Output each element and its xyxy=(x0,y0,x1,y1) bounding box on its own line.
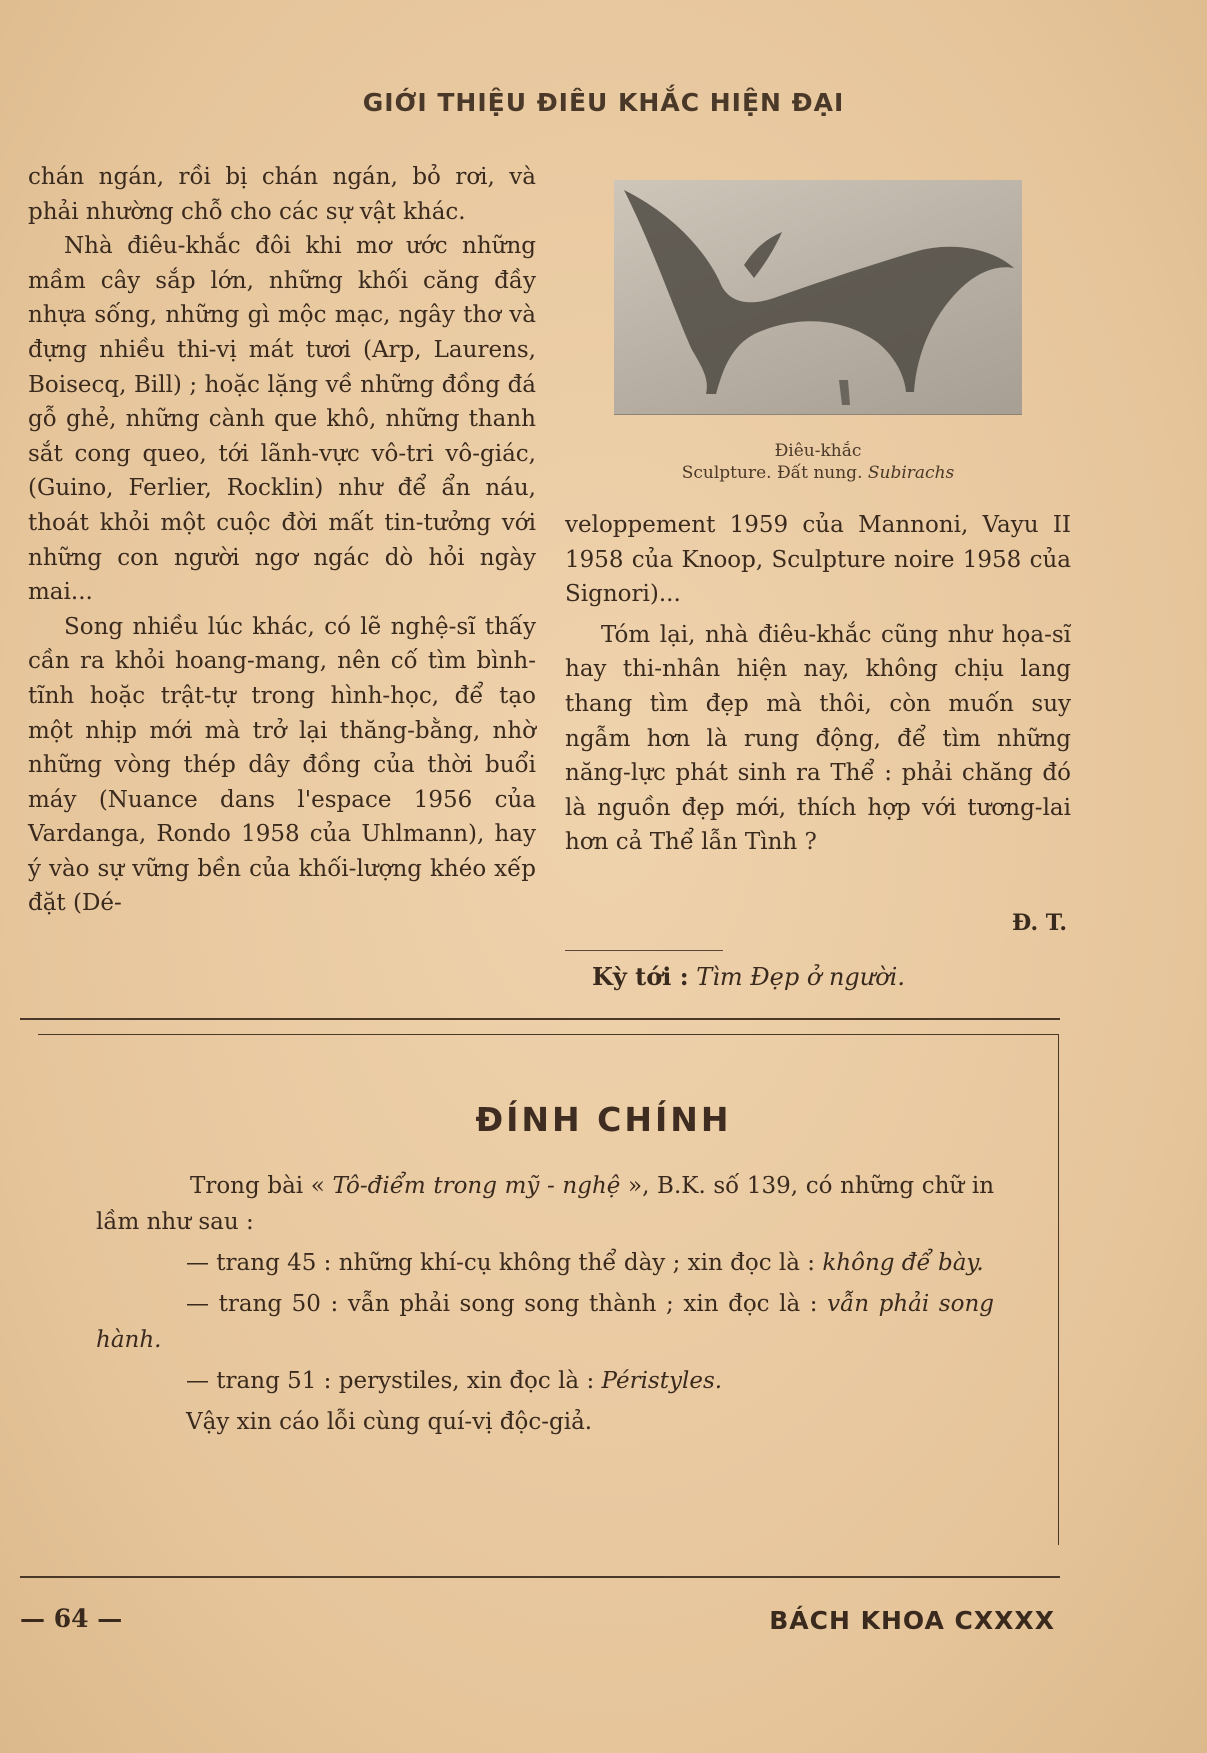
caption-line-1: Điêu-khắc xyxy=(774,441,862,461)
right-column xyxy=(565,508,1071,860)
figure-caption xyxy=(565,440,1071,484)
errata-item xyxy=(96,1286,994,1358)
left-column xyxy=(28,160,536,921)
right-paragraph-1: veloppement 1959 của Mannoni, Vayu II 1958 của Knoop, Sculpture noire 1958 của Signori)... xyxy=(565,512,1071,608)
errata-body xyxy=(96,1168,994,1445)
left-paragraph-1: chán ngán, rồi bị chán ngán, bỏ rơi, và phải nhường chỗ cho các sự vật khác. xyxy=(28,164,536,225)
errata-item-text: — trang 45 : những khí-cụ không thể dày ; xin đọc là : xyxy=(186,1250,816,1276)
divider-rule xyxy=(565,950,723,951)
sculpture-image xyxy=(614,180,1022,414)
errata-item-fix: Péristyles. xyxy=(601,1368,723,1394)
left-paragraph-3: Song nhiều lúc khác, có lẽ nghệ-sĩ thấy cần ra khỏi hoang-mang, nên cố tìm bình-tĩnh hoặc trật-tự trong hình-học, để tạo một nhịp mới mà trở lại thăng-bằng, nhờ những vòng thép dây đồng của thời buổi máy (Nuance dans l'espace 1956 của Vardanga, Rondo 1958 của Uhlmann), hay ý vào sự vững bền của khối-lượng khéo xếp đặt (Dé- xyxy=(28,613,536,917)
journal-name: BÁCH KHOA CXXXX xyxy=(769,1606,1055,1635)
next-issue-label: Kỳ tới : xyxy=(592,962,689,991)
errata-intro-a: Trong bài « xyxy=(190,1173,325,1199)
caption-line-2 xyxy=(565,462,1071,484)
page-number: — 64 — xyxy=(20,1604,123,1633)
errata-intro-b: », B.K. số 139, có những chữ in lầm như sau : xyxy=(96,1173,995,1235)
errata-intro xyxy=(96,1168,994,1240)
next-issue-title: Tìm Đẹp ở người. xyxy=(696,963,905,991)
author-signature: Đ. T. xyxy=(1012,910,1067,936)
caption-medium: Sculpture. Đất nung. xyxy=(681,463,863,483)
right-paragraph-2: Tóm lại, nhà điêu-khắc cũng như họa-sĩ hay thi-nhân hiện nay, không chịu lang thang tìm đẹp mà thôi, còn muốn suy ngẫm hơn là rung động, để tìm những năng-lực phát sinh ra Thể : phải chăng đó là nguồn đẹp mới, thích hợp với tương-lai hơn cả Thể lẫn Tình ? xyxy=(565,621,1071,856)
errata-item-text: — trang 51 : perystiles, xin đọc là : xyxy=(186,1368,595,1394)
errata-intro-title: Tô-điểm trong mỹ - nghệ xyxy=(332,1173,621,1199)
errata-item xyxy=(96,1245,994,1281)
errata-item-fix: vẫn phải song hành. xyxy=(96,1291,994,1353)
next-issue-note xyxy=(592,962,905,991)
left-paragraph-2: Nhà điêu-khắc đôi khi mơ ước những mầm cây sắp lớn, những khối căng đầy nhựa sống, những gì mộc mạc, ngây thơ và đựng nhiều thi-vị mát tươi (Arp, Laurens, Boisecq, Bill) ; hoặc lặng về những đồng đá gỗ ghẻ, những cành que khô, những thanh sắt cong queo, tới lãnh-vực vô-tri vô-giác, (Guino, Ferlier, Rocklin) như để ẩn náu, thoát khỏi một cuộc đời mất tin-tưởng với những con người ngơ ngác dò hỏi ngày mai... xyxy=(28,233,536,606)
errata-item-fix: không để bày. xyxy=(822,1250,984,1276)
errata-title: ĐÍNH CHÍNH xyxy=(475,1100,732,1139)
errata-item-text: — trang 50 : vẫn phải song song thành ; xin đọc là : xyxy=(186,1291,818,1317)
caption-artist: Subirachs xyxy=(867,463,955,483)
page-header: GIỚI THIỆU ĐIÊU KHẮC HIỆN ĐẠI xyxy=(362,88,845,117)
errata-closing: Vậy xin cáo lỗi cùng quí-vị độc-giả. xyxy=(186,1409,593,1435)
errata-item xyxy=(96,1363,994,1399)
sculpture-photo xyxy=(614,180,1022,415)
